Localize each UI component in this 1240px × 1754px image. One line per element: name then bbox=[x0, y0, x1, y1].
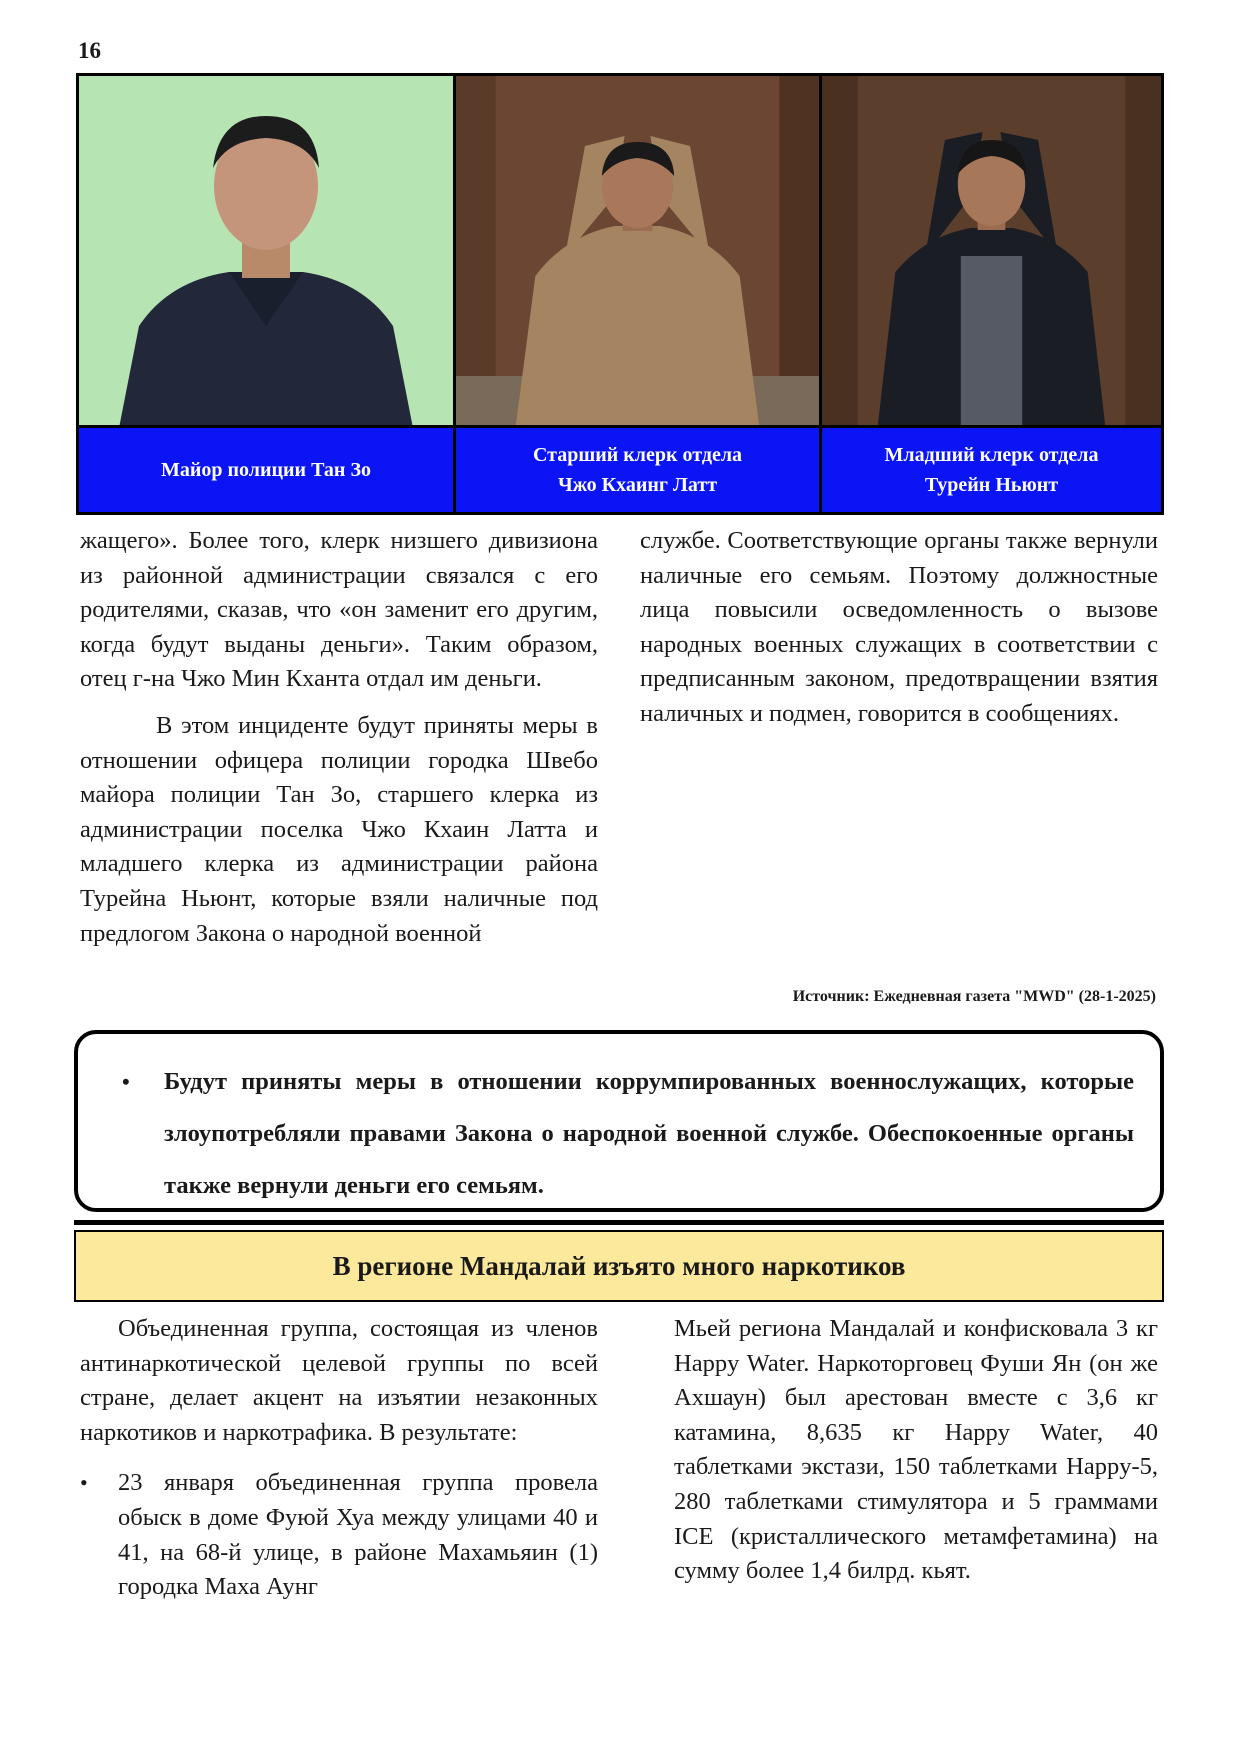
article2-right-column bbox=[674, 1312, 1158, 1589]
article1-paragraph: жащего». Более того, клерк низшего дивизиона из районной администрации связался с его родителями, сказав, что «он заменит его другим, когда будут выданы деньги». Таким образом, отец г-на Чжо Мин Кханта отдал им деньги. bbox=[80, 527, 598, 693]
photo-cell-junior-clerk bbox=[819, 76, 1161, 512]
article2-paragraph: Мьей региона Мандалай и конфисковала 3 кг Happy Water. Наркоторговец Фуши Ян (он же Ахшаун) был арестован вместе с 3,6 кг катамина, 8,635 кг Happy Water, 40 таблетками экстази, 150 таблетками Happy-5, 280 таблетками стимулятора и 5 граммами ICE (кристаллического метамфетамина) на сумму более 1,4 билрд. кьят. bbox=[674, 1315, 1158, 1585]
arrest-photo bbox=[822, 76, 1161, 428]
caption-line: Турейн Ньюнт bbox=[924, 474, 1059, 496]
caption-police-major bbox=[79, 425, 453, 512]
list-item: • 23 января объединенная группа провела обыск в доме Фуюй Хуа между улицами 40 и 41, на 68-й улице, в районе Махамьяин (1) городка Маха Аунг bbox=[80, 1466, 598, 1604]
caption-line: Чжо Кхаинг Латт bbox=[557, 474, 718, 496]
caption-line: Майор полиции Тан Зо bbox=[160, 459, 372, 481]
article1-paragraph: В этом инциденте будут приняты меры в отношении офицера полиции городка Швебо майора полиции Тан Зо, старшего клерка из администрации поселка Чжо Кхаин Латта и младшего клерка из администрации района Турейна Ньюнт, которые взяли наличные под предлогом Закона о народной военной bbox=[80, 711, 598, 947]
section-divider bbox=[74, 1220, 1164, 1225]
photo-cell-police-major bbox=[79, 76, 453, 512]
arrest-photo bbox=[456, 76, 819, 428]
article1-paragraph: службе. Соответствующие органы также вернули наличные его семьям. Поэтому должностные лица повысили осведомленность о вызове народных военных служащих в соответствии с предписанным законом, предотвращении взятия наличных и подмен, говорится в сообщениях. bbox=[640, 527, 1158, 727]
article2-lead: Объединенная группа, состоящая из членов антинаркотической целевой группы по всей стране, делает акцент на изъятии незаконных наркотиков и наркотрафика. В результате: bbox=[80, 1315, 598, 1446]
photo-strip bbox=[76, 73, 1164, 515]
article1-left-column bbox=[80, 524, 598, 951]
caption-line: Младший клерк отдела bbox=[884, 444, 1099, 466]
caption-senior-clerk bbox=[456, 425, 819, 512]
caption-junior-clerk bbox=[822, 425, 1161, 512]
bullet-icon: • bbox=[122, 1069, 130, 1094]
photo-cell-senior-clerk bbox=[453, 76, 819, 512]
portrait-photo bbox=[79, 76, 453, 428]
article2-left-column bbox=[80, 1312, 598, 1605]
callout-text: Будут приняты меры в отношении коррумпированных военнослужащих, которые злоупотребляли правами Закона о народной военной службе. Обеспокоенные органы также вернули деньги его семьям. bbox=[164, 1068, 1134, 1199]
article2-bullet-list bbox=[80, 1466, 598, 1604]
source-line: Источник: Ежедневная газета "MWD" (28-1-2025) bbox=[792, 988, 1156, 1005]
callout-box bbox=[74, 1030, 1164, 1212]
article1-right-column bbox=[640, 524, 1158, 732]
section-heading: В регионе Мандалай изъято много наркотиков bbox=[74, 1230, 1164, 1302]
page-number: 16 bbox=[78, 38, 101, 63]
caption-line: Старший клерк отдела bbox=[532, 444, 743, 466]
